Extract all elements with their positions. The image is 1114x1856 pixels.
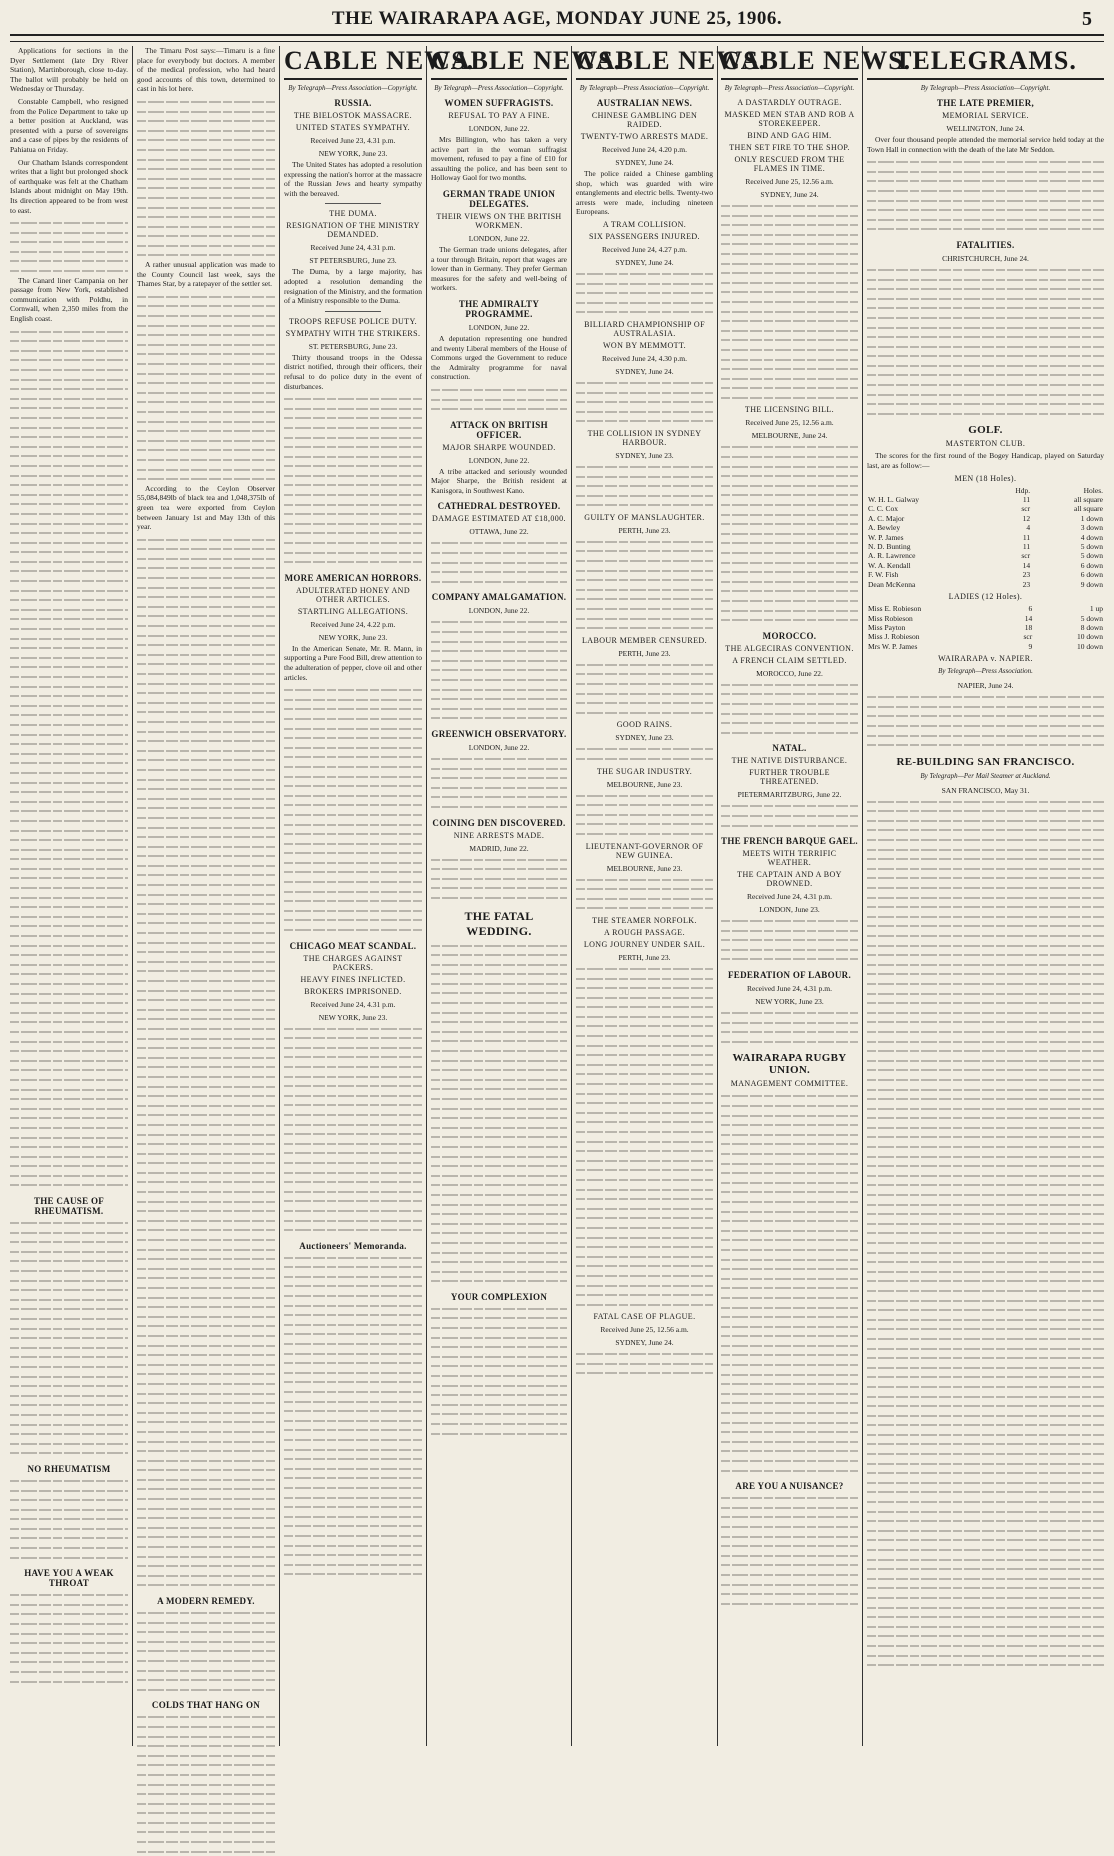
sub-heading: A TRAM COLLISION.: [602, 219, 687, 229]
section-heading: COINING DEN DISCOVERED.: [432, 817, 566, 828]
section-heading: WOMEN SUFFRAGISTS.: [444, 98, 554, 108]
body-text-block: [576, 660, 713, 718]
player-name: W. A. Kendall: [868, 560, 911, 570]
column-rule: [571, 46, 572, 1746]
dateline: MELBOURNE, June 24.: [751, 431, 828, 441]
sub-heading: A ROUGH PASSAGE.: [603, 927, 685, 937]
body-text-block: [137, 97, 275, 260]
player-handicap: 9: [1028, 641, 1033, 651]
dateline: SYDNEY, June 24.: [615, 1338, 674, 1348]
byline: By Telegraph—Press Association.: [938, 667, 1033, 676]
dateline: PERTH, June 23.: [618, 525, 671, 535]
body-text-block: [721, 442, 858, 624]
dateline: SYDNEY, June 24.: [615, 257, 674, 267]
body-text-block: [284, 394, 422, 567]
news-paragraph: The Timaru Post says:—Timaru is a fine place for everybody but doctors. A member of the medical profession, who had heard good accounts of this town, determined to cast in his lot here.: [137, 46, 275, 94]
player-holes: 1 down: [1080, 513, 1103, 523]
body-text-block: [10, 1476, 128, 1562]
body-text-block: [10, 327, 128, 1190]
received-line: Received June 25, 12.56 a.m.: [745, 177, 834, 186]
sub-heading: THE CAPTAIN AND A BOY DROWNED.: [737, 870, 842, 889]
sub-heading: LIEUTENANT-GOVERNOR OF NEW GUINEA.: [585, 841, 704, 860]
news-paragraph: Our Chatham Islands correspondent writes that a light but prolonged shock of earthquake was felt at the Chatham Islands about midnight on May 19th. Its direction appeared to be from west to east.: [10, 157, 128, 215]
sub-heading: WAIRARAPA v. NAPIER.: [938, 654, 1033, 664]
column-header: CABLE NEWS.: [721, 46, 858, 80]
body-text-block: [431, 617, 567, 723]
dateline: LONDON, June 22.: [468, 742, 530, 752]
byline: By Telegraph—Press Association—Copyright.: [434, 84, 564, 92]
dateline: LONDON, June 22.: [468, 606, 530, 616]
table-row: [867, 542, 1104, 551]
column-cable-news-2: [431, 46, 622, 1746]
dateline: ST. PETERSBURG, June 23.: [308, 341, 398, 351]
section-heading: ATTACK ON BRITISH OFFICER.: [450, 419, 548, 440]
player-name: F. W. Fish: [868, 570, 899, 580]
section-heading: RUSSIA.: [334, 98, 372, 108]
section-heading: THE ADMIRALTY PROGRAMME.: [458, 298, 540, 319]
dateline: NEW YORK, June 23.: [318, 632, 388, 642]
received-line: Received June 25, 12.56 a.m.: [600, 1325, 689, 1335]
body-text-block: [137, 535, 275, 1590]
dateline: LONDON, June 23.: [759, 905, 820, 915]
table-header-row: [867, 486, 1104, 495]
news-paragraph: The United States has adopted a resolution expressing the nation's horror at the massacre of the Russian Jews and hearty sympathy with the bereaved.: [284, 160, 422, 198]
golf-men-table: [867, 486, 1104, 589]
player-holes: 5 down: [1080, 542, 1103, 552]
golf-ladies-table: [867, 604, 1104, 651]
section-heading: A MODERN REMEDY.: [157, 1596, 255, 1606]
body-text-block: [431, 855, 567, 903]
table-row: [867, 514, 1104, 523]
player-name: Miss Payton: [868, 622, 906, 632]
player-name: Dean McKenna: [868, 579, 916, 589]
player-holes: 3 down: [1080, 523, 1103, 533]
sub-heading: MEETS WITH TERRIFIC WEATHER.: [742, 849, 837, 868]
player-name: A. Bewley: [868, 523, 901, 533]
news-paragraph: The German trade unions delegates, after a tour through Britain, report that wages are lower than in Germany. They prefer German measures for the safety and well-being of workers.: [431, 244, 567, 293]
section-heading: AUSTRALIAN NEWS.: [596, 98, 693, 108]
dateline: NEW YORK, June 23.: [755, 997, 824, 1007]
player-handicap: 18: [1024, 622, 1033, 632]
body-text-block: [431, 1304, 567, 1438]
sub-heading: HEAVY FINES INFLICTED.: [300, 974, 406, 984]
sub-heading: TROOPS REFUSE POLICE DUTY.: [288, 316, 418, 326]
body-text-block: [576, 269, 713, 317]
body-text-block: [721, 201, 858, 402]
body-text-block: [10, 218, 128, 276]
news-paragraph: Thirty thousand troops in the Odessa district notified, through their officers, their refusal to do police duty in the event of disturbances.: [284, 352, 422, 391]
sub-heading: BILLIARD CHAMPIONSHIP OF AUSTRALASIA.: [584, 319, 705, 338]
received-line: Received June 24, 4.22 p.m.: [310, 619, 396, 629]
table-row: [867, 570, 1104, 579]
player-name: N. D. Bunting: [868, 542, 911, 552]
column-cable-news-3: [576, 46, 767, 1746]
news-paragraph: According to the Ceylon Observer 55,084,849lb of black tea and 1,048,375lb of green tea were exported from Ceylon between January 1st and May 13th of this year.: [137, 483, 275, 532]
player-holes: 9 down: [1080, 579, 1103, 589]
sub-heading: GUILTY OF MANSLAUGHTER.: [584, 512, 705, 522]
received-line: Received June 24, 4.20 p.m.: [602, 145, 687, 154]
byline: By Telegraph—Per Mail Steamer at Auckland.: [920, 771, 1051, 780]
section-heading: GERMAN TRADE UNION DELEGATES.: [442, 188, 556, 209]
player-holes: 5 down: [1080, 551, 1103, 561]
dateline: SYDNEY, June 24.: [760, 190, 819, 199]
body-text-block: [576, 744, 713, 763]
player-handicap: 23: [1022, 579, 1031, 589]
sub-heading: GOOD RAINS.: [616, 720, 673, 730]
body-text-block: [576, 378, 713, 426]
body-text-block: [431, 754, 567, 812]
section-heading: CHICAGO MEAT SCANDAL.: [289, 940, 417, 951]
body-text-block: [431, 941, 567, 1286]
section-heading: THE FRENCH BARQUE GAEL.: [721, 836, 858, 847]
table-row: [867, 580, 1104, 589]
news-paragraph: A deputation representing one hundred and twenty Liberal members of the House of Commons urged the Government to reduce the Admiralty programme for naval construction.: [431, 333, 567, 382]
golf-men-heading: MEN (18 Holes).: [954, 473, 1017, 483]
player-name: W. H. L. Galway: [868, 495, 919, 505]
sub-heading: THE CHARGES AGAINST PACKERS.: [303, 953, 403, 972]
section-heading: COMPANY AMALGAMATION.: [431, 592, 567, 603]
column-header: CABLE NEWS.: [284, 46, 422, 80]
player-name: Miss E. Robieson: [868, 604, 922, 614]
sub-heading: CHINESE GAMBLING DEN RAIDED.: [591, 111, 698, 129]
received-line: Received June 24, 4.31 p.m.: [310, 999, 396, 1009]
player-handicap: 4: [1026, 523, 1031, 533]
section-heading: COLDS THAT HANG ON: [151, 1700, 261, 1711]
dateline: CHRISTCHURCH, June 24.: [942, 253, 1029, 263]
body-text-block: [576, 1349, 713, 1378]
dateline: SYDNEY, June 24.: [615, 158, 674, 167]
dateline: WELLINGTON, June 24.: [946, 124, 1025, 133]
received-line: Received June 24, 4.30 p.m.: [602, 353, 687, 363]
player-handicap: 11: [1022, 542, 1031, 552]
dateline: LONDON, June 22.: [468, 233, 530, 243]
dateline: SYDNEY, June 23.: [615, 450, 674, 460]
sub-heading: RESIGNATION OF THE MINISTRY DEMANDED.: [286, 221, 420, 240]
section-heading: GOLF.: [968, 424, 1003, 437]
body-text-block: [137, 1608, 275, 1694]
player-handicap: scr: [1021, 551, 1031, 561]
sub-heading: REFUSAL TO PAY A FINE.: [448, 111, 550, 120]
sub-heading: MANAGEMENT COMMITTEE.: [730, 1079, 849, 1089]
sub-heading: THE DUMA.: [329, 209, 377, 219]
byline: By Telegraph—Press Association—Copyright.: [579, 84, 710, 92]
sub-heading: THE COLLISION IN SYDNEY HARBOUR.: [587, 428, 702, 447]
divider: [325, 203, 380, 204]
section-heading: THE FATAL WEDDING.: [464, 908, 534, 938]
sub-heading: BROKERS IMPRISONED.: [304, 986, 402, 996]
player-holes: 6 down: [1080, 560, 1103, 570]
sub-heading: MASKED MEN STAB AND ROB A STOREKEEPER.: [724, 110, 855, 128]
received-line: Received June 24, 4.31 p.m.: [747, 984, 832, 994]
sub-heading: DAMAGE ESTIMATED AT £18,000.: [432, 514, 566, 524]
sub-heading: MASTERTON CLUB.: [945, 439, 1026, 449]
dateline: PERTH, June 23.: [618, 648, 671, 658]
section-heading: MOROCCO.: [762, 630, 817, 641]
player-holes: 10 down: [1076, 641, 1103, 651]
body-text-block: [10, 1590, 128, 1686]
body-text-block: [721, 801, 858, 830]
section-heading: THE LATE PREMIER,: [936, 98, 1035, 108]
player-handicap: scr: [1023, 632, 1033, 642]
dateline: PERTH, June 23.: [618, 952, 671, 962]
body-text-block: [867, 265, 1104, 419]
sub-heading: A FRENCH CLAIM SETTLED.: [732, 655, 847, 665]
player-handicap: scr: [1021, 504, 1031, 514]
news-paragraph: The scores for the first round of the Bogey Handicap, played on Saturday last, are as follow:—: [867, 451, 1104, 471]
table-row: [867, 614, 1104, 623]
body-text-block: [137, 292, 275, 484]
player-holes: all square: [1074, 495, 1103, 505]
table-row: [867, 504, 1104, 513]
player-handicap: 14: [1024, 613, 1033, 623]
news-paragraph: In the American Senate, Mr. R. Mann, in supporting a Pure Food Bill, drew attention to the adulteration of pepper, clove oil and other articles.: [284, 643, 422, 682]
sub-heading: ADULTERATED HONEY AND OTHER ARTICLES.: [295, 585, 411, 604]
column-cable-news-1: [284, 46, 475, 1746]
table-row: [867, 495, 1104, 504]
player-holes: all square: [1074, 504, 1103, 514]
sub-heading: BIND AND GAG HIM.: [747, 131, 832, 140]
dateline: SYDNEY, June 24.: [615, 366, 674, 376]
section-heading: GREENWICH OBSERVATORY.: [431, 728, 567, 739]
hdp-header: Hdp.: [1015, 485, 1031, 495]
dateline: NAPIER, June 24.: [957, 681, 1014, 691]
sub-heading: NINE ARRESTS MADE.: [453, 830, 545, 840]
holes-header: Holes.: [1083, 485, 1103, 495]
table-row: [867, 632, 1104, 641]
dateline: MELBOURNE, June 23.: [606, 779, 683, 789]
column-local-news: [10, 46, 128, 1746]
section-heading: NATAL.: [772, 743, 807, 754]
sub-heading: TWENTY-TWO ARRESTS MADE.: [580, 132, 709, 141]
player-holes: 5 down: [1080, 613, 1103, 623]
sub-heading: THEIR VIEWS ON THE BRITISH WORKMEN.: [436, 211, 562, 230]
sub-heading: STARTLING ALLEGATIONS.: [297, 606, 409, 616]
sub-heading: FATAL CASE OF PLAGUE.: [593, 1312, 696, 1322]
received-line: Received June 24, 4.27 p.m.: [602, 244, 687, 254]
sub-heading: THE LICENSING BILL.: [744, 405, 835, 415]
body-text-block: [721, 916, 858, 964]
player-holes: 1 up: [1089, 604, 1103, 614]
dateline: ST PETERSBURG, June 23.: [309, 256, 397, 266]
sub-heading: ONLY RESCUED FROM THE FLAMES IN TIME.: [734, 155, 845, 173]
body-text-block: [576, 964, 713, 1309]
sub-heading: MAJOR SHARPE WOUNDED.: [442, 442, 556, 452]
sub-heading: THE NATIVE DISTURBANCE.: [731, 756, 848, 766]
body-text-block: [284, 685, 422, 934]
section-heading: THE CAUSE OF RHEUMATISM.: [33, 1196, 105, 1217]
sub-heading: LABOUR MEMBER CENSURED.: [582, 635, 707, 645]
sub-heading: LONG JOURNEY UNDER SAIL.: [583, 939, 706, 949]
sub-heading: SIX PASSENGERS INJURED.: [589, 231, 700, 241]
column-telegrams: [867, 46, 1104, 1746]
column-rule: [426, 46, 427, 1746]
section-heading: ARE YOU A NUISANCE?: [735, 1481, 844, 1492]
dateline: MOROCCO, June 22.: [756, 668, 823, 678]
body-text-block: [576, 537, 713, 633]
player-holes: 6 down: [1080, 570, 1103, 580]
news-paragraph: Over four thousand people attended the memorial service held today at the Town Hall in connection with the death of the late Mr Seddon.: [867, 135, 1104, 154]
body-text-block: [721, 680, 858, 738]
body-text-block: [721, 1493, 858, 1608]
sub-heading: THE BIELOSTOK MASSACRE.: [293, 111, 413, 120]
dateline: LONDON, June 22.: [468, 322, 530, 332]
sub-heading: SYMPATHY WITH THE STRIKERS.: [285, 328, 421, 338]
news-paragraph: A tribe attacked and seriously wounded Major Sharpe, the British resident at Kanisgora, in Southwest Kano.: [431, 466, 567, 495]
sub-heading: FURTHER TROUBLE THREATENED.: [749, 768, 830, 787]
player-name: A. C. Major: [868, 513, 905, 523]
sub-heading: UNITED STATES SYMPATHY.: [295, 123, 411, 132]
sub-heading: MEMORIAL SERVICE.: [942, 111, 1029, 120]
news-paragraph: The police raided a Chinese gambling shop, which was guarded with wire entanglements and electric bells. Twenty-two arrests were made, including nineteen Europeans.: [576, 169, 713, 217]
received-line: Received June 25, 12.56 a.m.: [745, 418, 834, 428]
table-row: [867, 551, 1104, 560]
column-header: TELEGRAMS.: [867, 46, 1104, 80]
column-rule: [132, 46, 133, 1746]
masthead-rule-bottom: [10, 41, 1104, 42]
received-line: Received June 24, 4.31 p.m.: [310, 243, 396, 253]
section-heading: Auctioneers' Memoranda.: [299, 1240, 407, 1251]
player-handicap: 12: [1022, 513, 1031, 523]
golf-ladies-heading: LADIES (12 Holes).: [948, 592, 1023, 602]
player-name: Miss Robieson: [868, 613, 913, 623]
table-row: [867, 604, 1104, 613]
news-paragraph: A rather unusual application was made to the County Council last week, says the Thames Star, by a ratepayer of the settler set.: [137, 260, 275, 289]
news-paragraph: The Duma, by a large majority, has adopted a resolution demanding the resignation of the Ministry, and the formation of a Ministry responsible to the Duma.: [284, 267, 422, 306]
sub-heading: THEN SET FIRE TO THE SHOP.: [729, 143, 850, 152]
sub-heading: THE SUGAR INDUSTRY.: [596, 766, 693, 776]
section-heading: FATALITIES.: [956, 239, 1015, 250]
body-text-block: [721, 1091, 858, 1475]
dateline: SAN FRANCISCO, May 31.: [941, 785, 1030, 795]
player-name: A. R. Lawrence: [868, 551, 916, 561]
section-heading: FEDERATION OF LABOUR.: [727, 970, 852, 981]
sub-heading: THE ALGECIRAS CONVENTION.: [725, 643, 854, 653]
table-row: [867, 533, 1104, 542]
sub-heading: THE STEAMER NORFOLK.: [592, 915, 697, 925]
section-heading: MORE AMERICAN HORRORS.: [284, 572, 422, 583]
masthead-rule-top: [10, 34, 1104, 36]
player-holes: 4 down: [1080, 532, 1103, 542]
body-text-block: [867, 692, 1104, 750]
body-text-block: [867, 797, 1104, 1670]
body-text-block: [721, 1008, 858, 1046]
player-name: C. C. Cox: [868, 504, 899, 514]
body-text-block: [137, 1712, 275, 1856]
section-heading: HAVE YOU A WEAK THROAT: [24, 1568, 114, 1589]
body-text-block: [576, 875, 713, 913]
newspaper-title: THE WAIRARAPA AGE, MONDAY JUNE 25, 1906.: [331, 8, 783, 29]
body-text-block: [867, 157, 1104, 234]
table-row: [867, 561, 1104, 570]
table-row: [867, 623, 1104, 632]
player-name: Mrs W. P. James: [868, 641, 918, 651]
dateline: SYDNEY, June 23.: [615, 733, 674, 743]
column-header: CABLE NEWS.: [431, 46, 567, 80]
dateline: MELBOURNE, June 23.: [606, 863, 683, 873]
news-paragraph: Constable Campbell, who resigned from the Police Department to take up a better position at Auckland, was presented with a purse of sovereigns and a case of pipes by the residents of Pahiatua on Friday.: [10, 96, 128, 154]
news-paragraph: The Canard liner Campania on her passage from New York, established communication with Poldhu, in Cornwall, when 2,350 miles from the English coast.: [10, 275, 128, 324]
column-rule: [717, 46, 718, 1746]
received-line: Received June 23, 4.31 p.m.: [310, 136, 396, 145]
column-rule: [862, 46, 863, 1746]
player-handicap: 23: [1022, 570, 1031, 580]
section-heading: CATHEDRAL DESTROYED.: [437, 501, 561, 512]
sub-heading: A DASTARDLY OUTRAGE.: [737, 98, 842, 107]
section-heading: YOUR COMPLEXION: [450, 1291, 548, 1302]
dateline: MADRID, June 22.: [469, 843, 529, 853]
body-text-block: [10, 1218, 128, 1458]
byline: By Telegraph—Press Association—Copyright.: [288, 84, 418, 92]
player-handicap: 14: [1022, 560, 1031, 570]
news-paragraph: Mrs Billington, who has taken a very active part in the woman suffragist movement, refused to pay a fine of £10 for assaulting the police, and has been sent to Holloway Gaol for two months.: [431, 135, 567, 183]
player-name: W. P. James: [868, 532, 904, 542]
news-paragraph: Applications for sections in the Dyer Settlement (late Dry River Station), Martinborough, close to-day. The ballot will probably be held on Wednesday or Thursday.: [10, 46, 128, 94]
section-heading: WAIRARAPA RUGBY UNION.: [732, 1052, 847, 1077]
table-row: [867, 642, 1104, 651]
received-line: Received June 24, 4.31 p.m.: [747, 892, 832, 902]
body-text-block: [431, 538, 567, 586]
column-rule: [279, 46, 280, 1746]
body-text-block: [284, 1024, 422, 1235]
section-heading: RE-BUILDING SAN FRANCISCO.: [896, 755, 1075, 768]
divider: [325, 311, 380, 312]
body-text-block: [576, 462, 713, 510]
sub-heading: WON BY MEMMOTT.: [602, 340, 687, 350]
dateline: NEW YORK, June 23.: [318, 149, 388, 158]
player-holes: 10 down: [1076, 632, 1103, 642]
byline: By Telegraph—Press Association—Copyright.: [920, 84, 1051, 92]
dateline: LONDON, June 22.: [468, 124, 530, 133]
dateline: OTTAWA, June 22.: [469, 527, 529, 537]
body-text-block: [431, 385, 567, 414]
player-handicap: 11: [1022, 532, 1031, 542]
dateline: NEW YORK, June 23.: [318, 1012, 388, 1022]
section-heading: NO RHEUMATISM: [27, 1463, 111, 1474]
page-number: 5: [1082, 8, 1092, 30]
body-text-block: [284, 1253, 422, 1579]
column-local-news-2: [137, 46, 275, 1746]
player-name: Miss J. Robieson: [868, 632, 920, 642]
player-holes: 8 down: [1080, 622, 1103, 632]
player-handicap: 11: [1022, 495, 1031, 505]
body-text-block: [576, 791, 713, 839]
byline: By Telegraph—Press Association—Copyright.: [724, 84, 855, 92]
dateline: LONDON, June 22.: [468, 455, 530, 465]
column-header: CABLE NEWS.: [576, 46, 713, 80]
table-row: [867, 523, 1104, 532]
player-handicap: 6: [1028, 604, 1033, 614]
dateline: PIETERMARITZBURG, June 22.: [737, 790, 842, 800]
